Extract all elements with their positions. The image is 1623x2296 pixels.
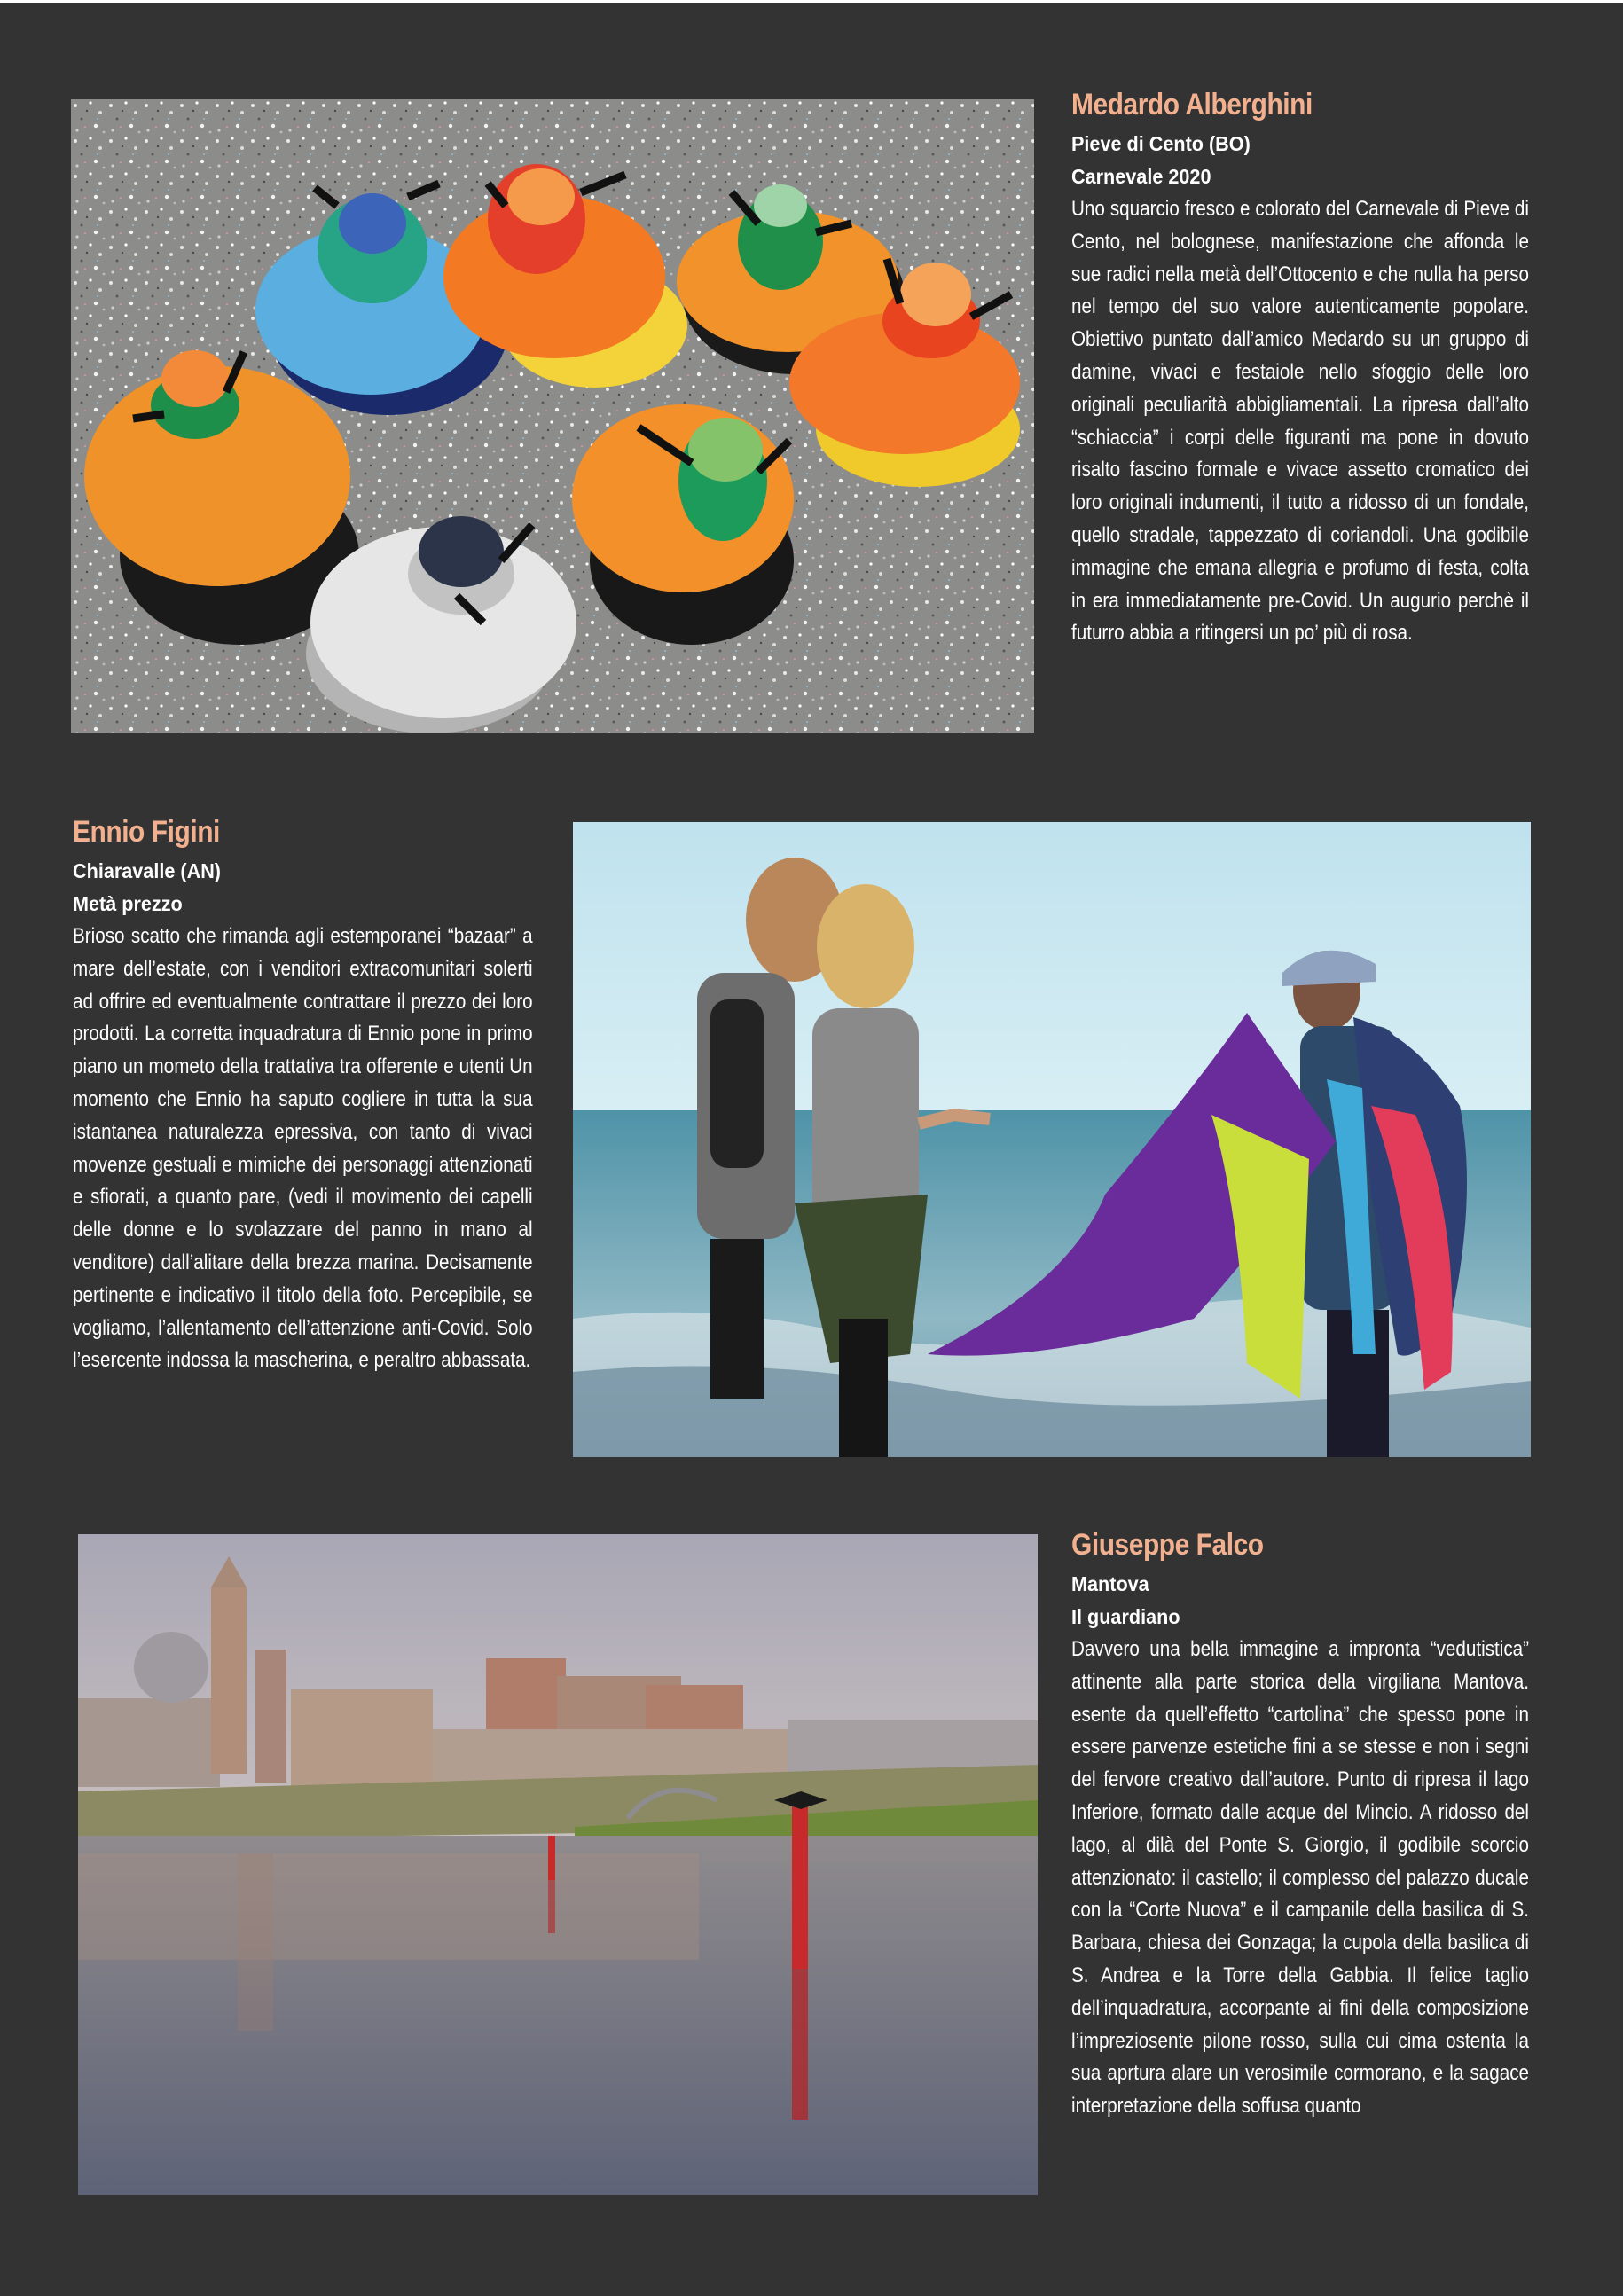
carnival-photo [71,99,1034,733]
beach-vendor-illustration [573,822,1531,1457]
author-location: Chiaravalle (AN) [73,859,222,882]
author-name: Medardo Alberghini [1071,88,1313,121]
photo-description: Brioso scatto che rimanda agli estemporanei “bazaar” a mare dell’estate, con i venditori extracomunitari solerti ad offrire ed eventualmente contrattare il prezzo dei loro prodotti. La corretta inquadratura di Ennio pone in primo piano un mometo della trattativa tra offerente e utenti Un momento che Ennio ha saputo cogliere in tutta la sua istantanea naturalezza epressiva, con tanto di vivaci movenze gestuali e mimiche dei personaggi attenzionati e sfiorati, a quanto pare, (vedi il movimento dei capelli delle donne e lo svolazzare del panno in mano al venditore) dall’alitare della brezza marina. Decisamente pertinente e indicativo il titolo della foto. Percepibile, se vogliamo, l’allentamento dell’attenzione anti-Covid. Solo l’esercente indossa la mascherina, e peraltro abbassata. [73,924,533,1373]
top-border [0,0,1623,3]
article-alberghini [1071,87,1529,650]
author-name: Ennio Figini [73,815,220,849]
mantova-lake-photo [78,1534,1038,2195]
author-location: Pieve di Cento (BO) [1071,132,1251,155]
photo-title: Metà prezzo [73,892,183,915]
carnival-illustration [71,99,1034,733]
article-falco [1071,1527,1529,2123]
author-location: Mantova [1071,1572,1149,1595]
article-figini [73,814,534,1377]
author-name: Giuseppe Falco [1071,1528,1264,1562]
beach-vendor-photo [573,822,1531,1457]
photo-title: Il guardiano [1071,1605,1180,1628]
photo-description: Uno squarcio fresco e colorato del Carnevale di Pieve di Cento, nel bolognese, manifestazione che affonda le sue radici nella metà dell’Ottocento e che nulla ha perso nel tempo del suo valore autenticamente popolare. Obiettivo puntato dall’amico Medardo su un gruppo di damine, vivaci e festaiole nello sfoggio delle loro originali peculiarità abbigliamentali. La ripresa dall’alto “schiaccia” i corpi delle figuranti ma pone in dovuto risalto fascino formale e vivace assetto cromatico dei loro originali indumenti, il tutto a ridosso di un fondale, quello stradale, tappezzato di coriandoli. Una godibile immagine che emana allegria e profumo di festa, colta in era immediatamente pre-Covid. Un augurio perchè il futurro abbia a ritingersi un po’ più di rosa. [1071,197,1529,646]
photo-title: Carnevale 2020 [1071,165,1211,188]
photo-description: Davvero una bella immagine a impronta “vedutistica” attinente alla parte storica della virgiliana Mantova. esente da quell’effetto “cartolina” che spesso pone in essere parvenze estetiche fini a se stesse e non i segni del fervore creativo dall’autore. Punto di ripresa il lago Inferiore, formato dalle acque del Mincio. A ridosso del lago, al dilà del Ponte S. Giorgio, il godibile scorcio attenzionato: il castello; il complesso del palazzo ducale con la “Corte Nuova” e il campanile della basilica di S. Barbara, chiesa dei Gonzaga; la cupola della basilica di S. Andrea e la Torre della Gabbia. Il felice taglio dell’inquadratura, accorpante ai fini della composizione l’impreziosente pilone rosso, sulla cui cima ostenta la sua aprtura alare un verosimile cormorano, e la sagace interpretazione della soffusa quanto [1071,1637,1529,2119]
mantova-lake-illustration [78,1534,1038,2195]
